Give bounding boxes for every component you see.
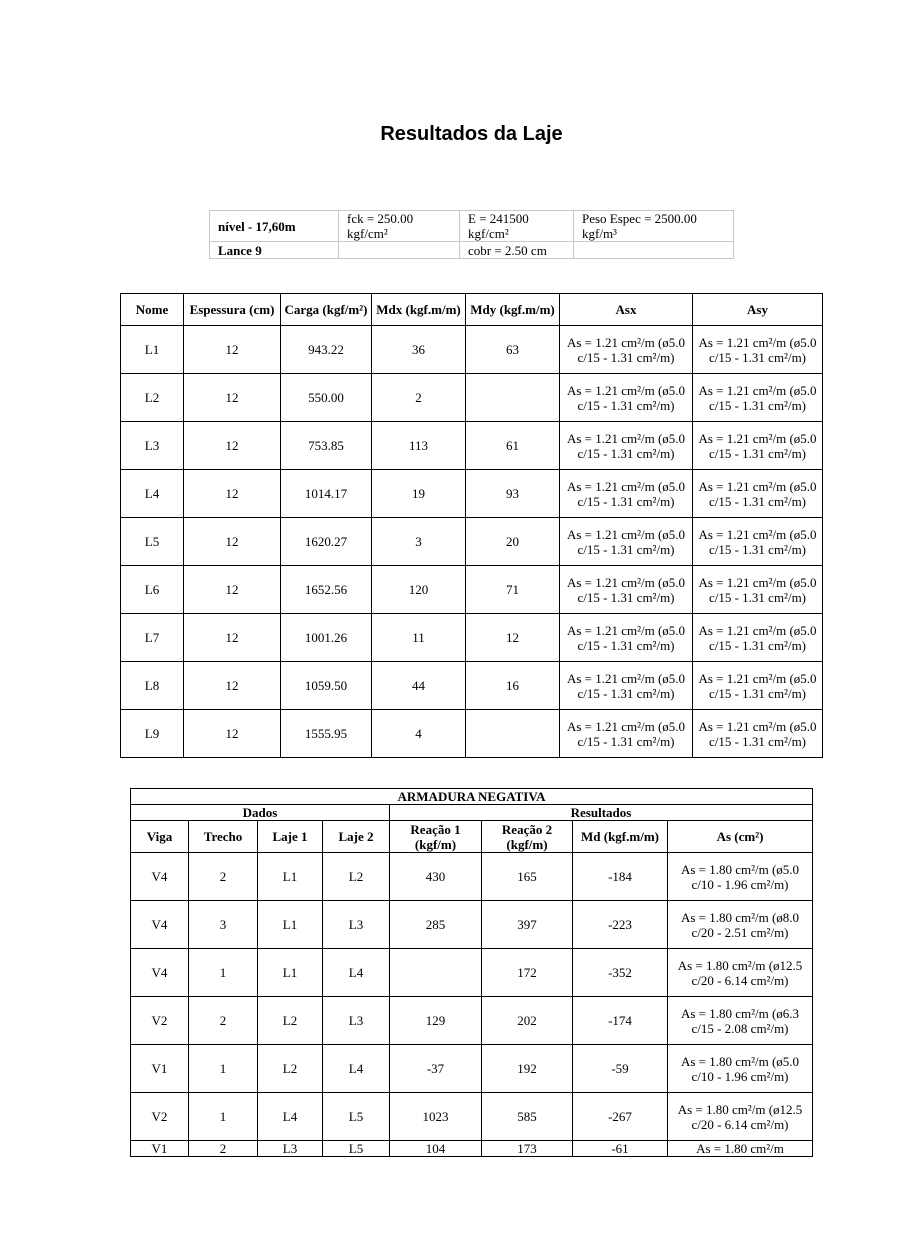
cobr-cell: cobr = 2.50 cm <box>460 242 574 259</box>
mdx-cell: 11 <box>372 614 466 662</box>
slab1-cell: L2 <box>258 997 323 1045</box>
as-cell: As = 1.80 cm²/m (ø6.3 c/15 - 2.08 cm²/m) <box>668 997 813 1045</box>
asy-cell: As = 1.21 cm²/m (ø5.0 c/15 - 1.31 cm²/m) <box>693 518 823 566</box>
fck-cell: fck = 250.00 kgf/cm² <box>339 211 460 242</box>
col-header: Espessura (cm) <box>184 294 281 326</box>
table-row <box>131 997 813 1045</box>
mdy-cell <box>466 374 560 422</box>
table-row <box>131 1045 813 1093</box>
slab-name-cell: L5 <box>121 518 184 566</box>
thickness-cell: 12 <box>184 422 281 470</box>
beam-cell: V2 <box>131 997 189 1045</box>
asx-cell: As = 1.21 cm²/m (ø5.0 c/15 - 1.31 cm²/m) <box>560 566 693 614</box>
beam-cell: V4 <box>131 853 189 901</box>
md-cell: -61 <box>573 1141 668 1157</box>
mdy-cell <box>466 710 560 758</box>
slabs-table <box>120 293 823 758</box>
col-header: Reação 2 (kgf/m) <box>482 821 573 853</box>
lance-cell: Lance 9 <box>210 242 339 259</box>
as-cell: As = 1.80 cm²/m (ø12.5 c/20 - 6.14 cm²/m) <box>668 949 813 997</box>
slab2-cell: L5 <box>323 1093 390 1141</box>
slab2-cell: L4 <box>323 1045 390 1093</box>
beam-cell: V2 <box>131 1093 189 1141</box>
md-cell: -174 <box>573 997 668 1045</box>
slab1-cell: L1 <box>258 853 323 901</box>
asy-cell: As = 1.21 cm²/m (ø5.0 c/15 - 1.31 cm²/m) <box>693 374 823 422</box>
md-cell: -267 <box>573 1093 668 1141</box>
segment-cell: 1 <box>189 1093 258 1141</box>
mdx-cell: 4 <box>372 710 466 758</box>
asy-cell: As = 1.21 cm²/m (ø5.0 c/15 - 1.31 cm²/m) <box>693 710 823 758</box>
info-row <box>210 242 734 259</box>
col-header: Mdx (kgf.m/m) <box>372 294 466 326</box>
slab-name-cell: L6 <box>121 566 184 614</box>
mdx-cell: 120 <box>372 566 466 614</box>
md-cell: -223 <box>573 901 668 949</box>
col-header: Md (kgf.m/m) <box>573 821 668 853</box>
as-cell: As = 1.80 cm²/m (ø5.0 c/10 - 1.96 cm²/m) <box>668 1045 813 1093</box>
beam-cell: V4 <box>131 949 189 997</box>
col-header: Nome <box>121 294 184 326</box>
nivel-cell: nível - 17,60m <box>210 211 339 242</box>
load-cell: 1620.27 <box>281 518 372 566</box>
mdy-cell: 16 <box>466 662 560 710</box>
peso-cell: Peso Espec = 2500.00 kgf/m³ <box>574 211 734 242</box>
reaction1-cell: 129 <box>390 997 482 1045</box>
col-header: Trecho <box>189 821 258 853</box>
asy-cell: As = 1.21 cm²/m (ø5.0 c/15 - 1.31 cm²/m) <box>693 326 823 374</box>
asx-cell: As = 1.21 cm²/m (ø5.0 c/15 - 1.31 cm²/m) <box>560 326 693 374</box>
mdy-cell: 12 <box>466 614 560 662</box>
asy-cell: As = 1.21 cm²/m (ø5.0 c/15 - 1.31 cm²/m) <box>693 614 823 662</box>
as-cell: As = 1.80 cm²/m <box>668 1141 813 1157</box>
e-cell: E = 241500 kgf/cm² <box>460 211 574 242</box>
col-header: Laje 1 <box>258 821 323 853</box>
reaction2-cell: 172 <box>482 949 573 997</box>
beam-cell: V1 <box>131 1045 189 1093</box>
thickness-cell: 12 <box>184 518 281 566</box>
group-resultados: Resultados <box>390 805 813 821</box>
reaction2-cell: 192 <box>482 1045 573 1093</box>
as-cell: As = 1.80 cm²/m (ø5.0 c/10 - 1.96 cm²/m) <box>668 853 813 901</box>
table-row <box>121 566 823 614</box>
slab1-cell: L3 <box>258 1141 323 1157</box>
table-row <box>121 470 823 518</box>
load-cell: 943.22 <box>281 326 372 374</box>
slab2-cell: L3 <box>323 997 390 1045</box>
table-row <box>121 662 823 710</box>
table-row <box>121 518 823 566</box>
table-row <box>121 614 823 662</box>
reaction1-cell: 285 <box>390 901 482 949</box>
col-header: Asy <box>693 294 823 326</box>
neg-group-row <box>131 805 813 821</box>
mdy-cell: 61 <box>466 422 560 470</box>
col-header: Carga (kgf/m²) <box>281 294 372 326</box>
table-row <box>131 901 813 949</box>
reaction1-cell <box>390 949 482 997</box>
asy-cell: As = 1.21 cm²/m (ø5.0 c/15 - 1.31 cm²/m) <box>693 422 823 470</box>
page-title: Resultados da Laje <box>380 123 563 145</box>
reaction2-cell: 202 <box>482 997 573 1045</box>
negative-reinforcement-table <box>130 788 813 1157</box>
table-row <box>121 422 823 470</box>
beam-cell: V4 <box>131 901 189 949</box>
reaction2-cell: 165 <box>482 853 573 901</box>
reaction2-cell: 585 <box>482 1093 573 1141</box>
mdx-cell: 2 <box>372 374 466 422</box>
asy-cell: As = 1.21 cm²/m (ø5.0 c/15 - 1.31 cm²/m) <box>693 662 823 710</box>
empty-cell <box>574 242 734 259</box>
slab1-cell: L4 <box>258 1093 323 1141</box>
segment-cell: 2 <box>189 1141 258 1157</box>
segment-cell: 3 <box>189 901 258 949</box>
load-cell: 550.00 <box>281 374 372 422</box>
table-row <box>121 374 823 422</box>
thickness-cell: 12 <box>184 614 281 662</box>
asx-cell: As = 1.21 cm²/m (ø5.0 c/15 - 1.31 cm²/m) <box>560 662 693 710</box>
md-cell: -59 <box>573 1045 668 1093</box>
as-cell: As = 1.80 cm²/m (ø8.0 c/20 - 2.51 cm²/m) <box>668 901 813 949</box>
slab-name-cell: L7 <box>121 614 184 662</box>
asx-cell: As = 1.21 cm²/m (ø5.0 c/15 - 1.31 cm²/m) <box>560 422 693 470</box>
info-table <box>209 210 734 259</box>
col-header: Viga <box>131 821 189 853</box>
segment-cell: 1 <box>189 1045 258 1093</box>
reaction1-cell: 104 <box>390 1141 482 1157</box>
mdx-cell: 44 <box>372 662 466 710</box>
slab-name-cell: L3 <box>121 422 184 470</box>
thickness-cell: 12 <box>184 326 281 374</box>
col-header: Mdy (kgf.m/m) <box>466 294 560 326</box>
table-row <box>131 1093 813 1141</box>
empty-cell <box>339 242 460 259</box>
mdy-cell: 20 <box>466 518 560 566</box>
mdx-cell: 36 <box>372 326 466 374</box>
load-cell: 1014.17 <box>281 470 372 518</box>
thickness-cell: 12 <box>184 374 281 422</box>
col-header: As (cm²) <box>668 821 813 853</box>
slab2-cell: L4 <box>323 949 390 997</box>
segment-cell: 1 <box>189 949 258 997</box>
load-cell: 753.85 <box>281 422 372 470</box>
mdx-cell: 3 <box>372 518 466 566</box>
reaction1-cell: -37 <box>390 1045 482 1093</box>
table-row <box>121 326 823 374</box>
group-dados: Dados <box>131 805 390 821</box>
slab-name-cell: L8 <box>121 662 184 710</box>
mdy-cell: 71 <box>466 566 560 614</box>
reaction1-cell: 1023 <box>390 1093 482 1141</box>
slab-name-cell: L1 <box>121 326 184 374</box>
md-cell: -352 <box>573 949 668 997</box>
mdy-cell: 63 <box>466 326 560 374</box>
as-cell: As = 1.80 cm²/m (ø12.5 c/20 - 6.14 cm²/m) <box>668 1093 813 1141</box>
neg-title: ARMADURA NEGATIVA <box>131 789 813 805</box>
slab1-cell: L2 <box>258 1045 323 1093</box>
thickness-cell: 12 <box>184 710 281 758</box>
info-row <box>210 211 734 242</box>
load-cell: 1059.50 <box>281 662 372 710</box>
col-header: Asx <box>560 294 693 326</box>
neg-header-row <box>131 821 813 853</box>
load-cell: 1001.26 <box>281 614 372 662</box>
neg-title-row <box>131 789 813 805</box>
asx-cell: As = 1.21 cm²/m (ø5.0 c/15 - 1.31 cm²/m) <box>560 614 693 662</box>
md-cell: -184 <box>573 853 668 901</box>
col-header: Reação 1 (kgf/m) <box>390 821 482 853</box>
thickness-cell: 12 <box>184 662 281 710</box>
slabs-header-row <box>121 294 823 326</box>
slab1-cell: L1 <box>258 949 323 997</box>
slab-name-cell: L2 <box>121 374 184 422</box>
reaction2-cell: 397 <box>482 901 573 949</box>
beam-cell: V1 <box>131 1141 189 1157</box>
reaction2-cell: 173 <box>482 1141 573 1157</box>
slab2-cell: L2 <box>323 853 390 901</box>
table-row <box>131 1141 813 1157</box>
asy-cell: As = 1.21 cm²/m (ø5.0 c/15 - 1.31 cm²/m) <box>693 566 823 614</box>
asy-cell: As = 1.21 cm²/m (ø5.0 c/15 - 1.31 cm²/m) <box>693 470 823 518</box>
mdx-cell: 19 <box>372 470 466 518</box>
thickness-cell: 12 <box>184 470 281 518</box>
table-row <box>131 853 813 901</box>
slab2-cell: L5 <box>323 1141 390 1157</box>
slab2-cell: L3 <box>323 901 390 949</box>
asx-cell: As = 1.21 cm²/m (ø5.0 c/15 - 1.31 cm²/m) <box>560 710 693 758</box>
asx-cell: As = 1.21 cm²/m (ø5.0 c/15 - 1.31 cm²/m) <box>560 374 693 422</box>
reaction1-cell: 430 <box>390 853 482 901</box>
slab-name-cell: L9 <box>121 710 184 758</box>
segment-cell: 2 <box>189 853 258 901</box>
slab1-cell: L1 <box>258 901 323 949</box>
table-row <box>121 710 823 758</box>
mdy-cell: 93 <box>466 470 560 518</box>
table-row <box>131 949 813 997</box>
slab-name-cell: L4 <box>121 470 184 518</box>
col-header: Laje 2 <box>323 821 390 853</box>
asx-cell: As = 1.21 cm²/m (ø5.0 c/15 - 1.31 cm²/m) <box>560 518 693 566</box>
load-cell: 1652.56 <box>281 566 372 614</box>
asx-cell: As = 1.21 cm²/m (ø5.0 c/15 - 1.31 cm²/m) <box>560 470 693 518</box>
mdx-cell: 113 <box>372 422 466 470</box>
load-cell: 1555.95 <box>281 710 372 758</box>
thickness-cell: 12 <box>184 566 281 614</box>
segment-cell: 2 <box>189 997 258 1045</box>
